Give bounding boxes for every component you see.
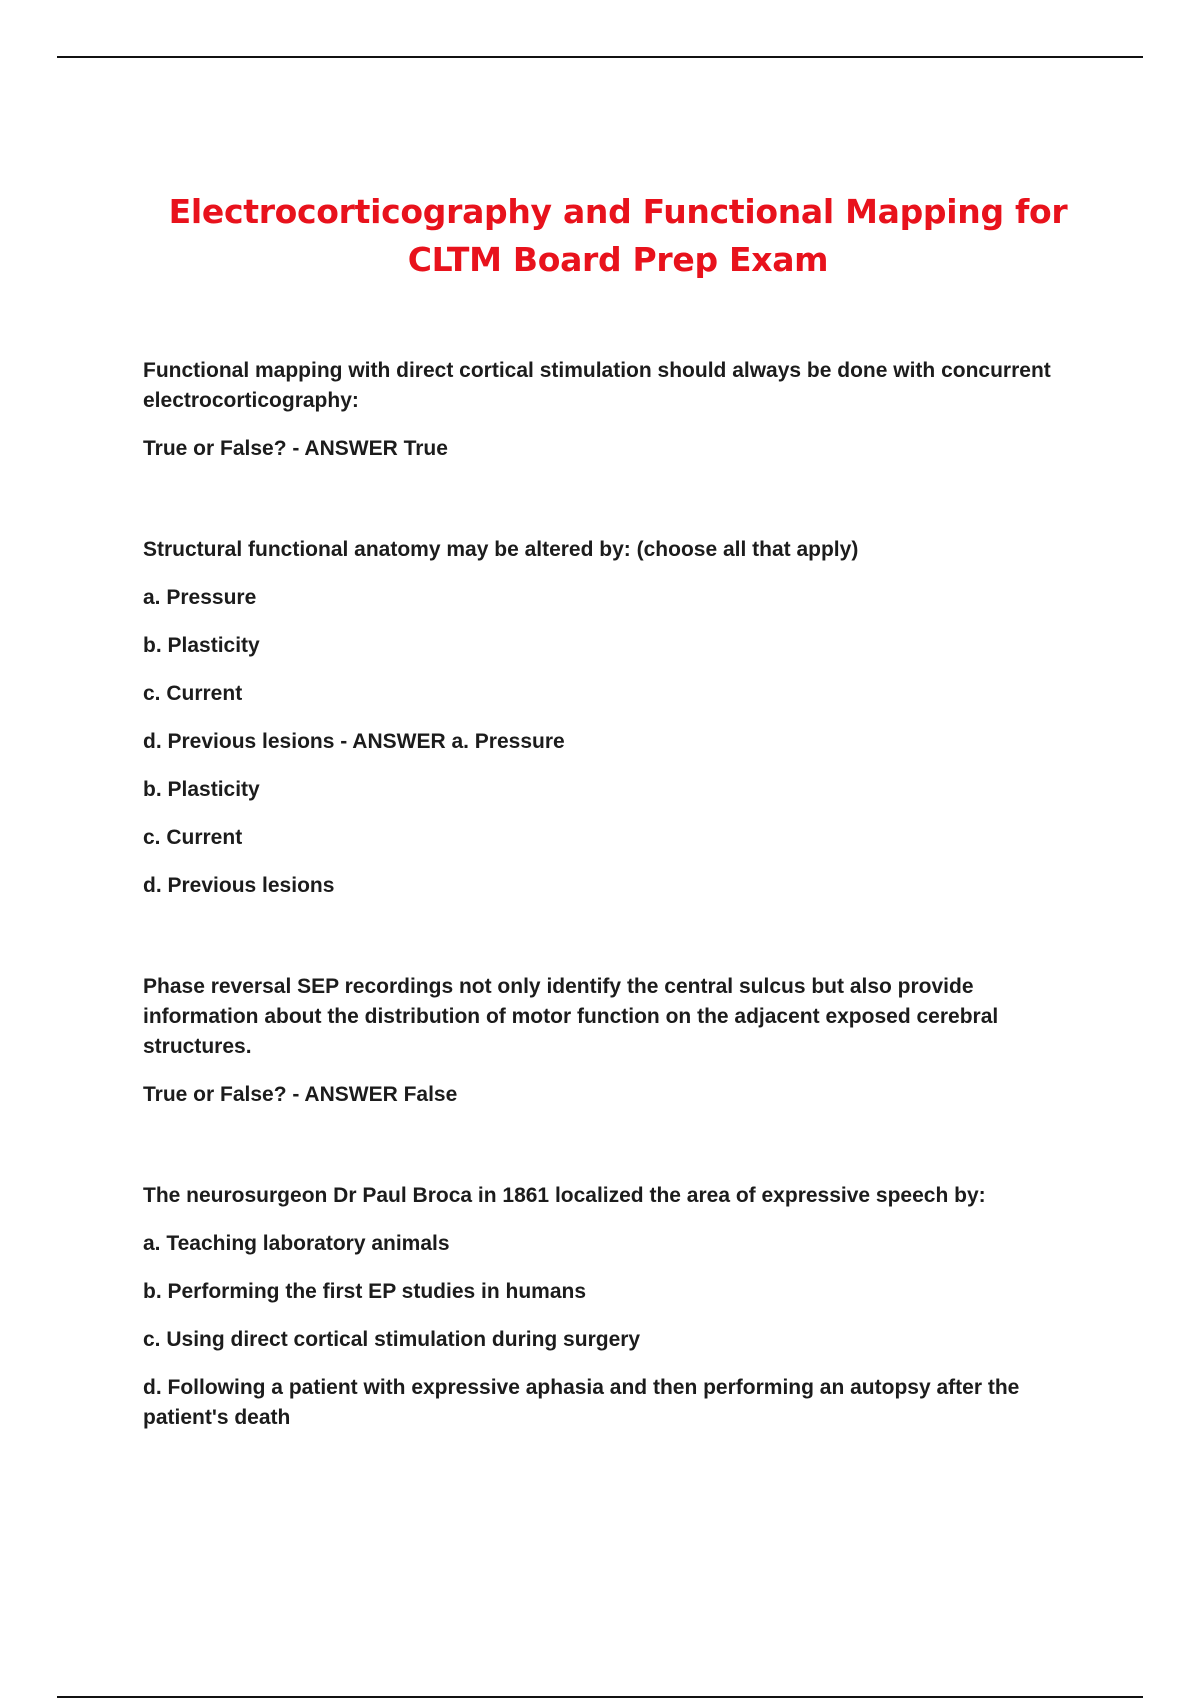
option-text: d. Following a patient with expressive aphasia and then performing an autopsy after the patient's death <box>143 1376 1020 1429</box>
answer-text: b. Plasticity <box>143 778 260 801</box>
question-block <box>143 535 1093 901</box>
bottom-divider <box>57 1696 1143 1698</box>
question-text: Structural functional anatomy may be altered by: (choose all that apply) <box>143 538 859 561</box>
answer-text: True or False? - ANSWER True <box>143 437 448 460</box>
option-text: a. Pressure <box>143 586 257 609</box>
title-line: CLTM Board Prep Exam <box>407 240 829 279</box>
question-text: Phase reversal SEP recordings not only identify the central sulcus but also provide information about the distribution of motor function on the adjacent exposed cerebral structures. <box>143 975 999 1058</box>
option-text: a. Teaching laboratory animals <box>143 1232 450 1255</box>
option-text: c. Current <box>143 682 243 705</box>
question-block <box>143 1181 1093 1433</box>
question-block <box>143 972 1093 1110</box>
title-line: Electrocorticography and Functional Mapping for <box>168 192 1068 231</box>
answer-text: d. Previous lesions - ANSWER a. Pressure <box>143 730 565 753</box>
option-text: b. Plasticity <box>143 634 260 657</box>
answer-text: c. Current <box>143 826 243 849</box>
question-text: Functional mapping with direct cortical stimulation should always be done with concurrent electrocorticography: <box>143 359 1051 412</box>
question-text: The neurosurgeon Dr Paul Broca in 1861 localized the area of expressive speech by: <box>143 1184 986 1207</box>
answer-text: True or False? - ANSWER False <box>143 1083 458 1106</box>
option-text: b. Performing the first EP studies in humans <box>143 1280 587 1303</box>
answer-text: d. Previous lesions <box>143 874 335 897</box>
question-block <box>143 356 1093 464</box>
document-body <box>143 356 1093 1433</box>
page-title <box>120 188 1116 284</box>
option-text: c. Using direct cortical stimulation during surgery <box>143 1328 641 1351</box>
top-divider <box>57 56 1143 58</box>
